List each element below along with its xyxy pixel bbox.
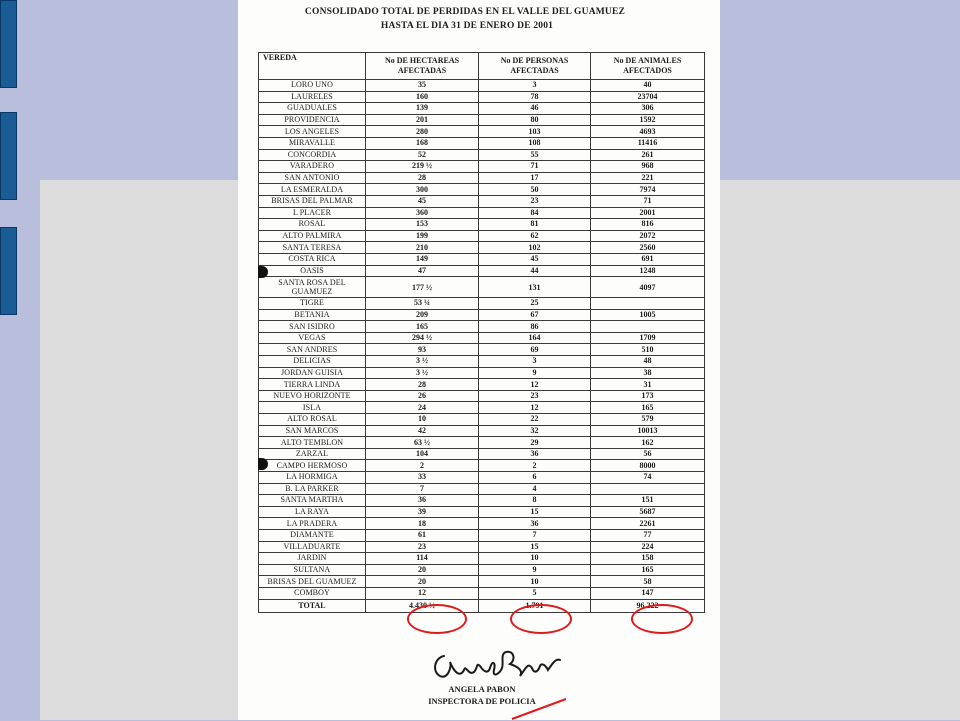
table-row	[259, 495, 705, 507]
table-row	[259, 80, 705, 92]
table-row	[259, 437, 705, 449]
cell-personas: 69	[479, 344, 591, 356]
cell-personas: 84	[479, 207, 591, 219]
cell-hectareas: 20	[366, 564, 479, 576]
table-row	[259, 242, 705, 254]
cell-animales: 173	[591, 390, 705, 402]
cell-hectareas: 280	[366, 126, 479, 138]
cell-animales	[591, 321, 705, 333]
cell-vereda: CAMPO HERMOSO	[259, 460, 366, 472]
cell-vereda: JARDIN	[259, 553, 366, 565]
total-label: TOTAL	[259, 599, 366, 612]
cell-vereda: VEGAS	[259, 332, 366, 344]
cell-animales: 23704	[591, 91, 705, 103]
document-subtitle: HASTA EL DIA 31 DE ENERO DE 2001	[380, 21, 554, 31]
table-row	[259, 448, 705, 460]
table-row	[259, 230, 705, 242]
cell-hectareas: 153	[366, 219, 479, 231]
cell-personas: 86	[479, 321, 591, 333]
cell-animales: 10013	[591, 425, 705, 437]
cell-personas: 10	[479, 553, 591, 565]
cell-personas: 25	[479, 298, 591, 310]
cell-personas: 7	[479, 529, 591, 541]
side-bar-top	[0, 0, 17, 88]
cell-hectareas: 219 ½	[366, 161, 479, 173]
table-row	[259, 425, 705, 437]
cell-hectareas: 93	[366, 344, 479, 356]
cell-personas: 45	[479, 253, 591, 265]
cell-vereda: COMBOY	[259, 587, 366, 599]
table-row	[259, 472, 705, 484]
cell-animales: 1709	[591, 332, 705, 344]
cell-personas: 62	[479, 230, 591, 242]
document-title: CONSOLIDADO TOTAL DE PERDIDAS EN EL VALLE DEL GUAMUEZ	[304, 7, 626, 17]
red-mark	[510, 697, 570, 721]
cell-personas: 22	[479, 414, 591, 426]
cell-hectareas: 160	[366, 91, 479, 103]
cell-vereda: ZARZAL	[259, 448, 366, 460]
table-row	[259, 172, 705, 184]
cell-personas: 29	[479, 437, 591, 449]
cell-animales: 158	[591, 553, 705, 565]
cell-animales	[591, 298, 705, 310]
cell-vereda: PROVIDENCIA	[259, 114, 366, 126]
table-row	[259, 277, 705, 298]
cell-vereda: LA PRADERA	[259, 518, 366, 530]
cell-personas: 5	[479, 587, 591, 599]
table-row	[259, 402, 705, 414]
highlight-circle-hectareas	[407, 604, 467, 634]
table-row	[259, 137, 705, 149]
cell-animales: 968	[591, 161, 705, 173]
cell-animales: 2001	[591, 207, 705, 219]
cell-personas: 12	[479, 402, 591, 414]
table-row	[259, 184, 705, 196]
highlight-circle-personas	[510, 604, 572, 634]
cell-hectareas: 10	[366, 414, 479, 426]
cell-vereda: LAURELES	[259, 91, 366, 103]
cell-animales: 162	[591, 437, 705, 449]
cell-vereda: OASIS	[259, 265, 366, 277]
signature-name: ANGELA PABON	[448, 684, 516, 694]
cell-vereda: TIGRE	[259, 298, 366, 310]
cell-vereda: ROSAL	[259, 219, 366, 231]
table-row	[259, 91, 705, 103]
table-row	[259, 564, 705, 576]
cell-vereda: SAN ANDRES	[259, 344, 366, 356]
table-row	[259, 390, 705, 402]
cell-personas: 15	[479, 506, 591, 518]
cell-hectareas: 360	[366, 207, 479, 219]
cell-hectareas: 47	[366, 265, 479, 277]
cell-vereda: SANTA TERESA	[259, 242, 366, 254]
cell-hectareas: 28	[366, 172, 479, 184]
cell-animales: 165	[591, 402, 705, 414]
cell-hectareas: 20	[366, 576, 479, 588]
cell-animales: 2560	[591, 242, 705, 254]
cell-hectareas: 210	[366, 242, 479, 254]
cell-vereda: VARADERO	[259, 161, 366, 173]
cell-vereda: ALTO ROSAL	[259, 414, 366, 426]
cell-vereda: GUADUALES	[259, 103, 366, 115]
cell-animales: 151	[591, 495, 705, 507]
table-row	[259, 414, 705, 426]
cell-animales: 56	[591, 448, 705, 460]
cell-personas: 102	[479, 242, 591, 254]
cell-animales: 38	[591, 367, 705, 379]
cell-animales: 8000	[591, 460, 705, 472]
cell-vereda: ALTO PALMIRA	[259, 230, 366, 242]
table-row	[259, 529, 705, 541]
cell-hectareas: 199	[366, 230, 479, 242]
cell-vereda: LORO UNO	[259, 80, 366, 92]
cell-animales: 816	[591, 219, 705, 231]
total-hectareas: 4.430 ½	[366, 599, 479, 612]
cell-animales: 4693	[591, 126, 705, 138]
cell-vereda: SULTANA	[259, 564, 366, 576]
table-row	[259, 379, 705, 391]
table-header-row	[259, 53, 705, 80]
cell-vereda: DIAMANTE	[259, 529, 366, 541]
cell-vereda: SAN ANTONIO	[259, 172, 366, 184]
cell-vereda: SAN MARCOS	[259, 425, 366, 437]
cell-vereda: COSTA RICA	[259, 253, 366, 265]
cell-animales: 1248	[591, 265, 705, 277]
cell-animales: 11416	[591, 137, 705, 149]
cell-personas: 131	[479, 277, 591, 298]
cell-personas: 10	[479, 576, 591, 588]
total-personas: 1.791	[479, 599, 591, 612]
cell-hectareas: 42	[366, 425, 479, 437]
cell-animales: 510	[591, 344, 705, 356]
cell-personas: 78	[479, 91, 591, 103]
cell-personas: 9	[479, 564, 591, 576]
table-row	[259, 344, 705, 356]
cell-animales: 224	[591, 541, 705, 553]
table-row	[259, 298, 705, 310]
header-personas: No DE PERSONAS AFECTADAS	[479, 53, 591, 80]
cell-vereda: VILLADUARTE	[259, 541, 366, 553]
cell-vereda: DELICIAS	[259, 356, 366, 368]
cell-personas: 36	[479, 448, 591, 460]
cell-hectareas: 52	[366, 149, 479, 161]
cell-hectareas: 165	[366, 321, 479, 333]
cell-vereda: LA RAYA	[259, 506, 366, 518]
cell-vereda: CONCORDIA	[259, 149, 366, 161]
cell-vereda: SANTA ROSA DEL GUAMUEZ	[259, 277, 366, 298]
cell-vereda: ISLA	[259, 402, 366, 414]
cell-personas: 23	[479, 390, 591, 402]
cell-hectareas: 63 ½	[366, 437, 479, 449]
cell-hectareas: 168	[366, 137, 479, 149]
cell-personas: 23	[479, 195, 591, 207]
cell-hectareas: 45	[366, 195, 479, 207]
cell-personas: 3	[479, 356, 591, 368]
cell-personas: 4	[479, 483, 591, 495]
cell-hectareas: 209	[366, 309, 479, 321]
cell-hectareas: 104	[366, 448, 479, 460]
table-row	[259, 149, 705, 161]
cell-personas: 6	[479, 472, 591, 484]
cell-animales: 261	[591, 149, 705, 161]
cell-personas: 46	[479, 103, 591, 115]
cell-animales: 5687	[591, 506, 705, 518]
table-row	[259, 506, 705, 518]
cell-vereda: SAN ISIDRO	[259, 321, 366, 333]
cell-hectareas: 149	[366, 253, 479, 265]
cell-hectareas: 61	[366, 529, 479, 541]
cell-hectareas: 26	[366, 390, 479, 402]
cell-animales: 31	[591, 379, 705, 391]
cell-personas: 2	[479, 460, 591, 472]
table-row	[259, 576, 705, 588]
cell-vereda: BETANIA	[259, 309, 366, 321]
cell-personas: 164	[479, 332, 591, 344]
cell-animales: 221	[591, 172, 705, 184]
cell-vereda: LOS ANGELES	[259, 126, 366, 138]
cell-personas: 80	[479, 114, 591, 126]
cell-hectareas: 7	[366, 483, 479, 495]
cell-animales: 691	[591, 253, 705, 265]
cell-animales: 71	[591, 195, 705, 207]
table-row	[259, 161, 705, 173]
cell-vereda: NUEVO HORIZONTE	[259, 390, 366, 402]
cell-personas: 8	[479, 495, 591, 507]
cell-hectareas: 33	[366, 472, 479, 484]
table-row	[259, 332, 705, 344]
table-row	[259, 114, 705, 126]
handwritten-signature	[430, 648, 570, 688]
cell-hectareas: 3 ½	[366, 356, 479, 368]
cell-vereda: B. LA PARKER	[259, 483, 366, 495]
table-row	[259, 126, 705, 138]
side-bar-bottom	[0, 227, 17, 315]
cell-animales: 1005	[591, 309, 705, 321]
cell-vereda: JORDAN GUISIA	[259, 367, 366, 379]
table-row	[259, 483, 705, 495]
cell-personas: 3	[479, 80, 591, 92]
signature-title: INSPECTORA DE POLICIA	[428, 696, 536, 706]
header-animales: No DE ANIMALES AFECTADOS	[591, 53, 705, 80]
cell-hectareas: 201	[366, 114, 479, 126]
cell-personas: 44	[479, 265, 591, 277]
cell-hectareas: 3 ½	[366, 367, 479, 379]
table-row	[259, 207, 705, 219]
table-row	[259, 553, 705, 565]
cell-hectareas: 36	[366, 495, 479, 507]
cell-personas: 103	[479, 126, 591, 138]
header-hectareas: No DE HECTAREAS AFECTADAS	[366, 53, 479, 80]
cell-vereda: BRISAS DEL PALMAR	[259, 195, 366, 207]
cell-animales: 4097	[591, 277, 705, 298]
cell-animales: 165	[591, 564, 705, 576]
highlight-circle-animales	[631, 604, 693, 634]
cell-hectareas: 28	[366, 379, 479, 391]
table-row	[259, 460, 705, 472]
table-row	[259, 265, 705, 277]
cell-personas: 81	[479, 219, 591, 231]
cell-animales: 58	[591, 576, 705, 588]
cell-personas: 15	[479, 541, 591, 553]
cell-animales: 40	[591, 80, 705, 92]
cell-hectareas: 24	[366, 402, 479, 414]
cell-vereda: MIRAVALLE	[259, 137, 366, 149]
cell-hectareas: 139	[366, 103, 479, 115]
cell-animales: 579	[591, 414, 705, 426]
cell-hectareas: 2	[366, 460, 479, 472]
cell-animales: 2261	[591, 518, 705, 530]
cell-animales: 74	[591, 472, 705, 484]
cell-personas: 67	[479, 309, 591, 321]
cell-hectareas: 18	[366, 518, 479, 530]
header-vereda: VEREDA	[259, 53, 366, 80]
table-row	[259, 309, 705, 321]
total-animales: 96.222	[591, 599, 705, 612]
cell-personas: 17	[479, 172, 591, 184]
cell-vereda: L PLACER	[259, 207, 366, 219]
cell-animales: 48	[591, 356, 705, 368]
cell-vereda: ALTO TEMBLON	[259, 437, 366, 449]
cell-vereda: TIERRA LINDA	[259, 379, 366, 391]
table-row	[259, 103, 705, 115]
cell-hectareas: 300	[366, 184, 479, 196]
cell-personas: 108	[479, 137, 591, 149]
cell-hectareas: 23	[366, 541, 479, 553]
table-row	[259, 321, 705, 333]
cell-animales: 306	[591, 103, 705, 115]
cell-animales: 77	[591, 529, 705, 541]
cell-hectareas: 53 ¼	[366, 298, 479, 310]
cell-hectareas: 177 ½	[366, 277, 479, 298]
side-bar-middle	[0, 112, 17, 200]
cell-hectareas: 114	[366, 553, 479, 565]
cell-personas: 9	[479, 367, 591, 379]
table-row	[259, 219, 705, 231]
cell-vereda: SANTA MARTHA	[259, 495, 366, 507]
cell-personas: 50	[479, 184, 591, 196]
cell-animales	[591, 483, 705, 495]
cell-personas: 32	[479, 425, 591, 437]
cell-animales: 2072	[591, 230, 705, 242]
table-row	[259, 253, 705, 265]
cell-vereda: LA HORMIGA	[259, 472, 366, 484]
cell-hectareas: 35	[366, 80, 479, 92]
table-row	[259, 541, 705, 553]
cell-personas: 71	[479, 161, 591, 173]
cell-vereda: LA ESMERALDA	[259, 184, 366, 196]
cell-hectareas: 39	[366, 506, 479, 518]
table-row	[259, 587, 705, 599]
table-row	[259, 518, 705, 530]
cell-animales: 7974	[591, 184, 705, 196]
cell-animales: 1592	[591, 114, 705, 126]
cell-hectareas: 294 ½	[366, 332, 479, 344]
losses-table	[258, 52, 705, 613]
cell-hectareas: 12	[366, 587, 479, 599]
cell-personas: 55	[479, 149, 591, 161]
cell-personas: 12	[479, 379, 591, 391]
table-row	[259, 367, 705, 379]
table-row	[259, 195, 705, 207]
cell-vereda: BRISAS DEL GUAMUEZ	[259, 576, 366, 588]
cell-personas: 36	[479, 518, 591, 530]
cell-animales: 147	[591, 587, 705, 599]
table-row	[259, 356, 705, 368]
